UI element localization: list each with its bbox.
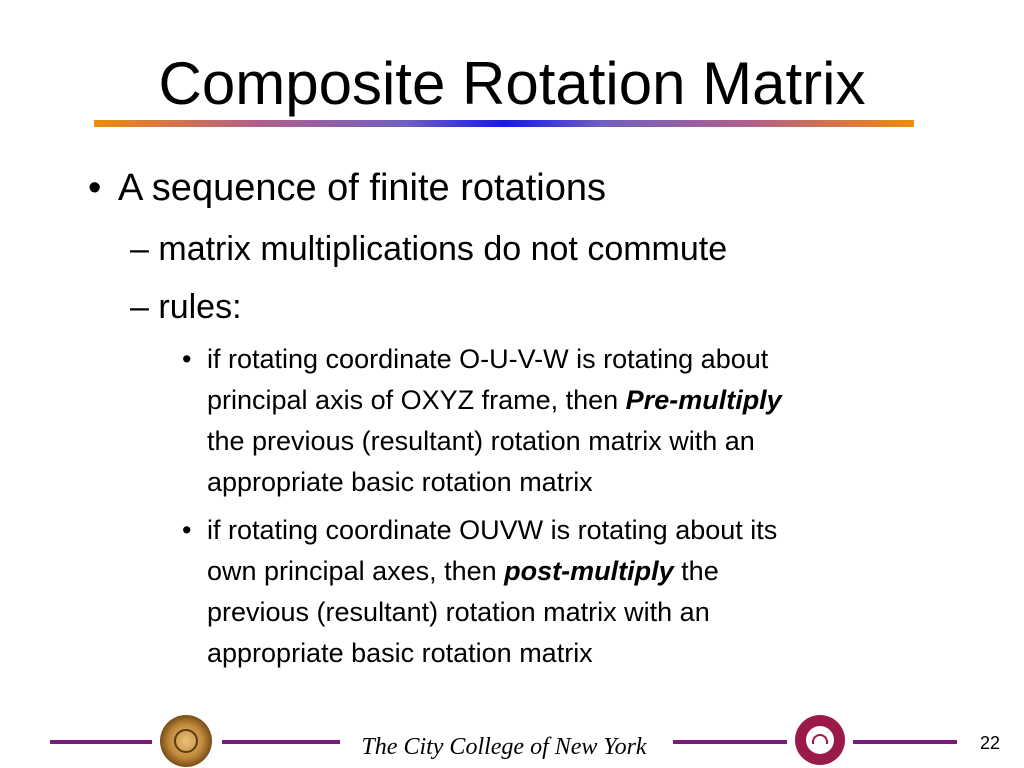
- subbullet-text: matrix multiplications do not commute: [158, 230, 728, 268]
- bullet-dot-icon: •: [182, 515, 192, 545]
- rule-text: [207, 339, 947, 503]
- subbullet-item: [130, 287, 242, 327]
- robotics-lab-seal-arch: [812, 734, 828, 744]
- bullet-text: A sequence of finite rotations: [118, 167, 606, 209]
- rule-text: [207, 510, 947, 674]
- ccny-seal-emblem: [174, 729, 198, 753]
- rule-line-text: appropriate basic rotation matrix: [207, 638, 593, 668]
- rule-line: [207, 380, 947, 421]
- robotics-lab-seal-icon: [795, 715, 845, 765]
- footer-divider: [50, 740, 152, 744]
- rule-line-text: the: [673, 556, 719, 586]
- rule-line-text: if rotating coordinate OUVW is rotating about its: [207, 515, 778, 545]
- rule-line: [207, 633, 947, 674]
- slide-title: Composite Rotation Matrix: [158, 50, 866, 117]
- footer-divider: [222, 740, 340, 744]
- rule-line: [207, 339, 947, 380]
- footer-divider: [673, 740, 787, 744]
- rule-line-text: previous (resultant) rotation matrix with an: [207, 597, 710, 627]
- college-name: The City College of New York: [361, 734, 647, 760]
- rule-line-text: if rotating coordinate O-U-V-W is rotating about: [207, 344, 769, 374]
- rule-line: [207, 551, 947, 592]
- ccny-seal-icon: [160, 715, 212, 767]
- rule-line: [207, 592, 947, 633]
- emphasis-pre-multiply: Pre-multiply: [625, 385, 782, 415]
- page-number: 22: [980, 733, 1001, 753]
- bullet-dot-icon: •: [88, 167, 102, 209]
- rule-line: [207, 510, 947, 551]
- rule-line: [207, 462, 947, 503]
- footer-divider: [853, 740, 957, 744]
- rule-line-text: appropriate basic rotation matrix: [207, 467, 593, 497]
- dash-icon: –: [130, 230, 149, 268]
- bullet-dot-icon: •: [182, 344, 192, 374]
- rule-line-text: principal axis of OXYZ frame, then: [207, 385, 626, 415]
- subbullet-item: [130, 229, 727, 269]
- dash-icon: –: [130, 288, 149, 326]
- rule-line-text: own principal axes, then: [207, 556, 505, 586]
- rule-line: [207, 421, 947, 462]
- rule-line-text: the previous (resultant) rotation matrix with an: [207, 426, 755, 456]
- subbullet-text: rules:: [158, 288, 242, 326]
- emphasis-post-multiply: post-multiply: [504, 556, 674, 586]
